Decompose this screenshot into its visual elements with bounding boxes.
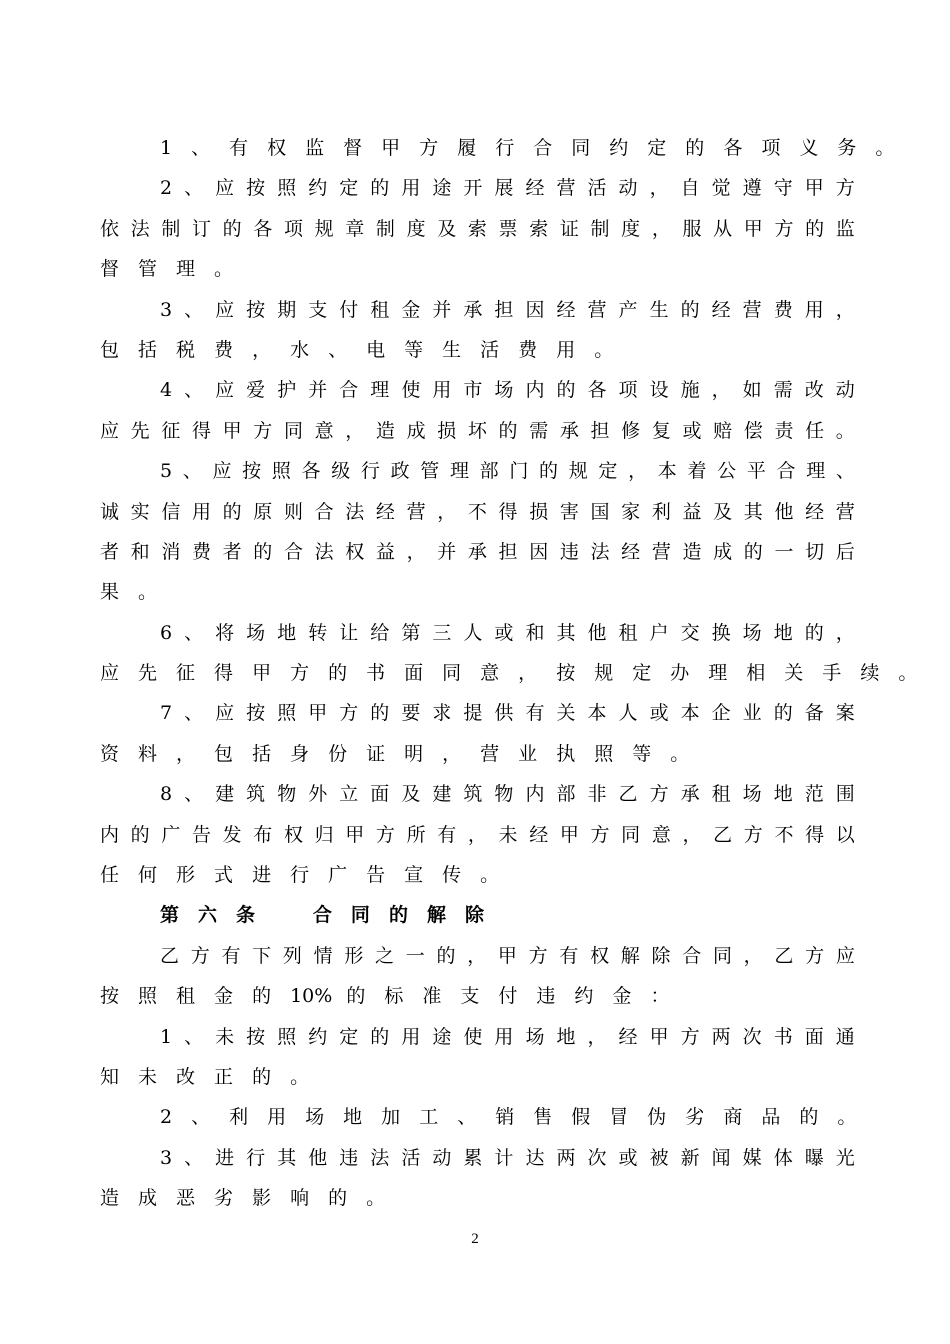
- text-line: 包 括 税 费 ， 水 、 电 等 生 活 费 用 。: [100, 338, 614, 361]
- text-line: 6 、 将 场 地 转 让 给 第 三 人 或 和 其 他 租 户 交 换 场 地 的 ，: [160, 621, 855, 644]
- text-line: 督 管 理 。: [100, 258, 234, 281]
- text-line: 3 、 应 按 期 支 付 租 金 并 承 担 因 经 营 产 生 的 经 营 费 用 ，: [160, 298, 855, 321]
- text-line: 任 何 形 式 进 行 广 告 宣 传 。: [100, 864, 500, 887]
- text-line: 8 、 建 筑 物 外 立 面 及 建 筑 物 内 部 非 乙 方 承 租 场 地 范 围: [160, 783, 855, 806]
- text-line: 诚 实 信 用 的 原 则 合 法 经 营 ， 不 得 损 害 国 家 利 益 及 其 他 经 营: [100, 500, 855, 523]
- text-line: 2 、 利 用 场 地 加 工 、 销 售 假 冒 伪 劣 商 品 的 。: [160, 1106, 857, 1129]
- text-line: 1 、 有 权 监 督 甲 方 履 行 合 同 约 定 的 各 项 义 务 。: [160, 137, 895, 159]
- page-number: 2: [471, 1231, 479, 1247]
- text-line: 造 成 恶 劣 影 响 的 。: [100, 1187, 386, 1210]
- text-line: 乙 方 有 下 列 情 形 之 一 的 ， 甲 方 有 权 解 除 合 同 ， 乙 方 应: [160, 944, 855, 967]
- text-line: 果 。: [100, 581, 158, 604]
- text-line: 3 、 进 行 其 他 违 法 活 动 累 计 达 两 次 或 被 新 闻 媒 体 曝 光: [160, 1146, 855, 1169]
- text-line: 2 、 应 按 照 约 定 的 用 途 开 展 经 营 活 动 ， 自 觉 遵 守 甲 方: [160, 177, 855, 200]
- text-line: 应 先 征 得 甲 方 同 意 ， 造 成 损 坏 的 需 承 担 修 复 或 赔 偿 责 任 。: [100, 419, 855, 442]
- text-line: 7 、 应 按 照 甲 方 的 要 求 提 供 有 关 本 人 或 本 企 业 的 备 案: [160, 702, 855, 725]
- text-line: 5 、 应 按 照 各 级 行 政 管 理 部 门 的 规 定 ， 本 着 公 平 合 理 、: [160, 460, 855, 483]
- text-line: 依 法 制 订 的 各 项 规 章 制 度 及 索 票 索 证 制 度 ， 服 从 甲 方 的 监: [100, 217, 855, 240]
- document-body: [100, 128, 918, 1219]
- text-line: 4 、 应 爱 护 并 合 理 使 用 市 场 内 的 各 项 设 施 ， 如 需 改 动: [160, 379, 855, 402]
- text-line: 者 和 消 费 者 的 合 法 权 益 ， 并 承 担 因 违 法 经 营 造 成 的 一 切 后: [100, 540, 855, 563]
- text-line: 按 照 租 金 的 10% 的 标 准 支 付 违 约 金 ：: [100, 985, 670, 1008]
- section-heading: 第 六 条 合 同 的 解 除: [160, 904, 484, 927]
- text-line: 知 未 改 正 的 。: [100, 1065, 310, 1088]
- text-line: 1 、 未 按 照 约 定 的 用 途 使 用 场 地 ， 经 甲 方 两 次 书 面 通: [160, 1025, 855, 1048]
- text-line: 资 料 ， 包 括 身 份 证 明 ， 营 业 执 照 等 。: [100, 742, 690, 765]
- text-line: 应 先 征 得 甲 方 的 书 面 同 意 ， 按 规 定 办 理 相 关 手 续 。: [100, 662, 918, 685]
- text-line: 内 的 广 告 发 布 权 归 甲 方 所 有 ， 未 经 甲 方 同 意 ， 乙 方 不 得 以: [100, 823, 855, 846]
